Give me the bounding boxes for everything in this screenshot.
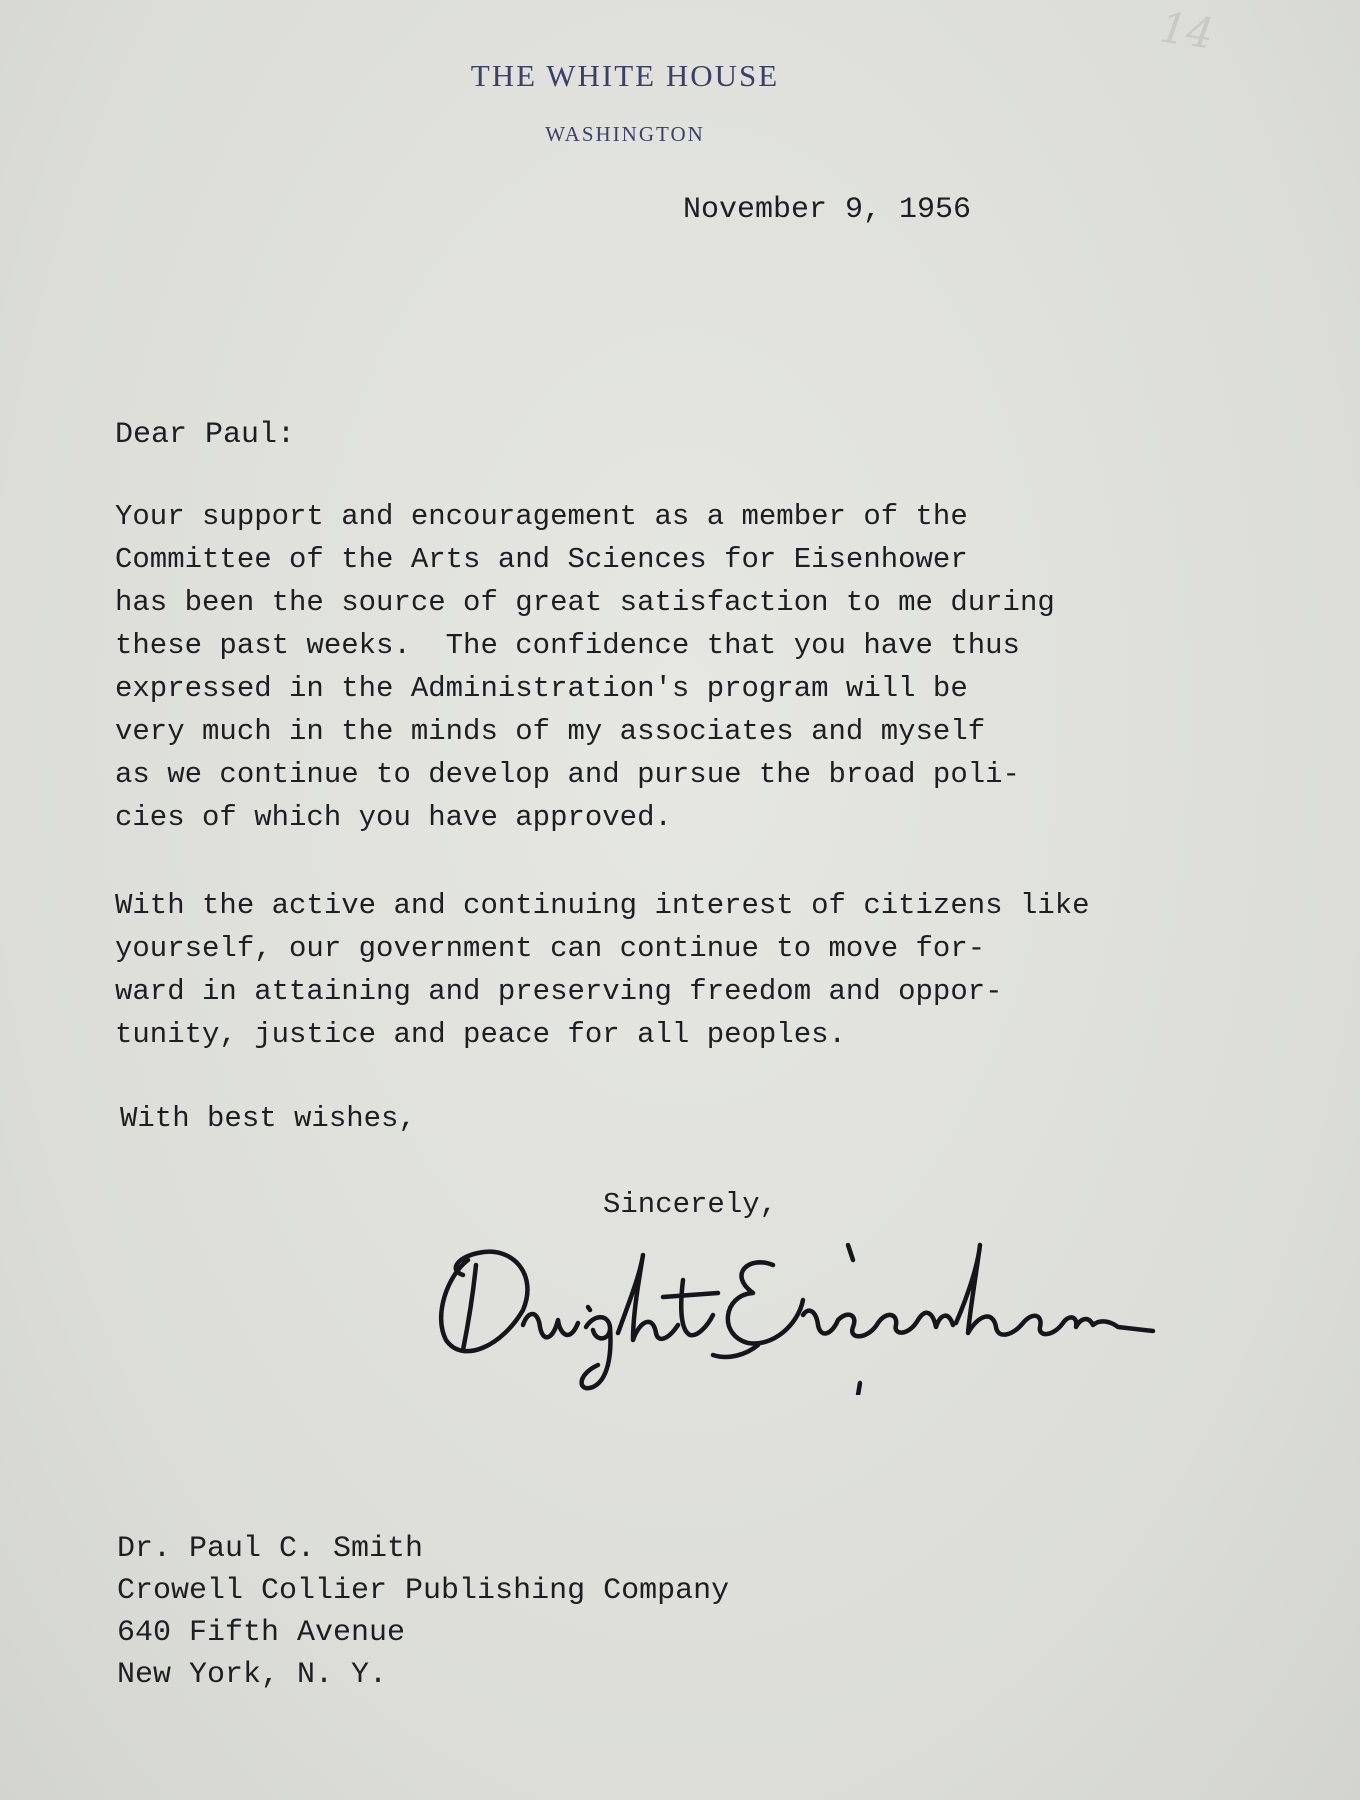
salutation: Dear Paul: (115, 418, 296, 452)
letterhead-location: WASHINGTON (545, 122, 705, 146)
body-paragraph-1 (115, 495, 1055, 839)
letterhead-title: THE WHITE HOUSE (470, 58, 780, 93)
body-line: yourself, our government can continue to move for- (115, 932, 986, 965)
body-paragraph-2 (115, 884, 1090, 1056)
body-line: ward in attaining and preserving freedom and oppor- (115, 975, 1003, 1008)
pencil-page-number: 14 (1156, 2, 1217, 59)
body-line: has been the source of great satisfaction to me during (115, 586, 1055, 619)
address-line: 640 Fifth Avenue (117, 1616, 406, 1650)
body-line: as we continue to develop and pursue the broad poli- (115, 758, 1020, 791)
recipient-address (117, 1528, 729, 1696)
complimentary-close: Sincerely, (603, 1188, 778, 1221)
handwritten-signature (428, 1215, 1218, 1395)
body-line: tunity, justice and peace for all peoples. (115, 1018, 846, 1051)
address-line: New York, N. Y. (117, 1658, 388, 1692)
body-line: With the active and continuing interest of citizens like (115, 889, 1090, 922)
closing-line: With best wishes, (120, 1102, 416, 1135)
body-line: Committee of the Arts and Sciences for Eisenhower (115, 543, 968, 576)
address-line: Dr. Paul C. Smith (117, 1532, 424, 1566)
letter-date: November 9, 1956 (683, 193, 972, 227)
body-line: cies of which you have approved. (115, 801, 672, 834)
body-line: these past weeks. The confidence that you have thus (115, 629, 1020, 662)
body-line: expressed in the Administration's program will be (115, 672, 968, 705)
address-line: Crowell Collier Publishing Company (117, 1574, 730, 1608)
body-line: very much in the minds of my associates and myself (115, 715, 986, 748)
body-line: Your support and encouragement as a member of the (115, 500, 968, 533)
